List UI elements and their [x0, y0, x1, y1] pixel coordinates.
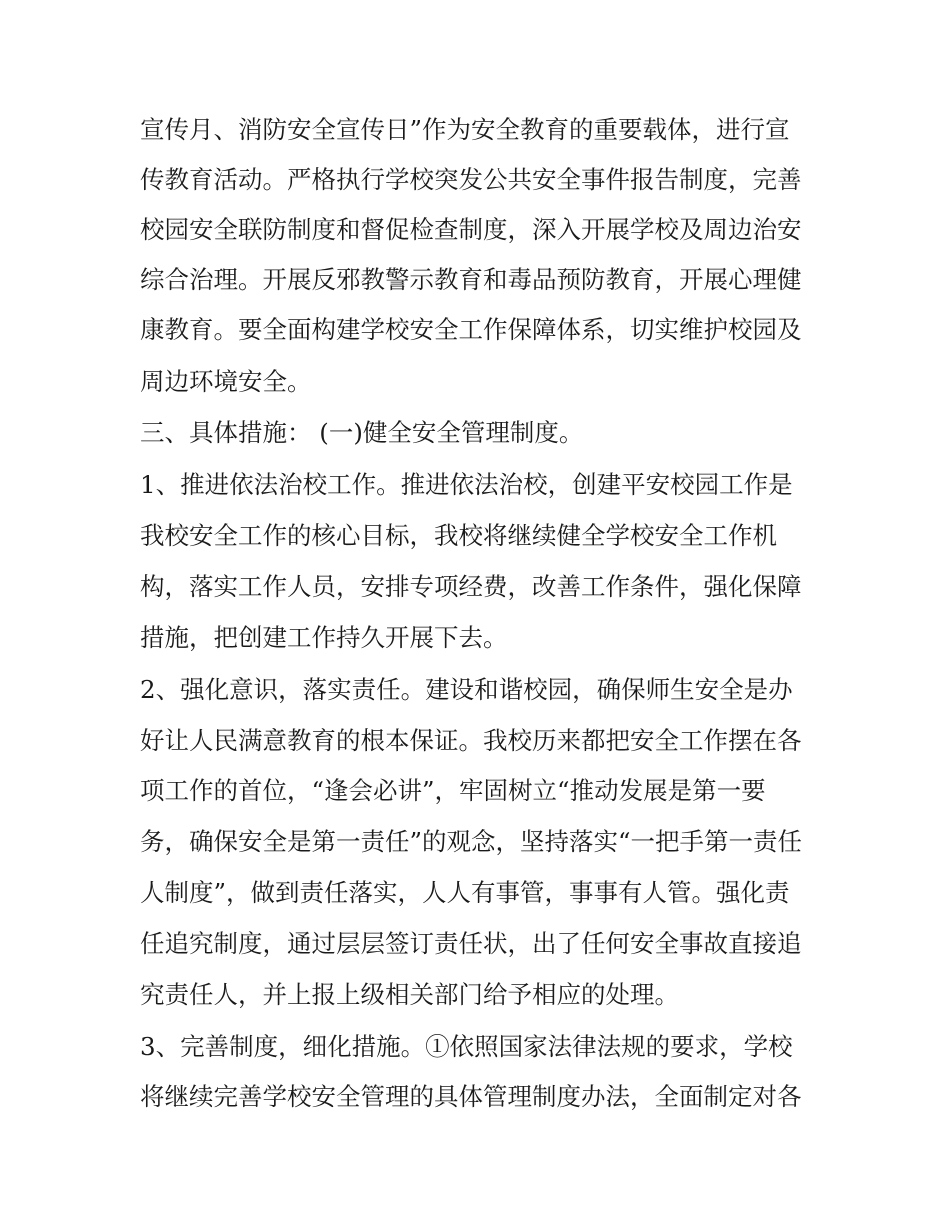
text-line: 将继续完善学校安全管理的具体管理制度办法，全面制定对各: [140, 1082, 802, 1111]
text-line: 究责任人，并上报上级相关部门给予相应的处理。: [140, 980, 679, 1009]
text-line: 项工作的首位，“逢会必讲”，牢固树立“推动发展是第一要: [140, 776, 766, 805]
text-line: 校园安全联防制度和督促检查制度，深入开展学校及周边治安: [140, 215, 802, 244]
text-line: 传教育活动。严格执行学校突发公共安全事件报告制度，完善: [140, 165, 802, 194]
text-line: 我校安全工作的核心目标，我校将继续健全学校安全工作机: [140, 521, 777, 550]
text-line: 措施，把创建工作持久开展下去。: [140, 623, 508, 652]
section-heading: 三、具体措施： (一)健全安全管理制度。: [140, 418, 584, 447]
text-line: 任追究制度，通过层层签订责任状，出了任何安全事故直接追: [140, 929, 802, 958]
text-line: 康教育。要全面构建学校安全工作保障体系，切实维护校园及: [140, 315, 802, 344]
text-line: 综合治理。开展反邪教警示教育和毒品预防教育，开展心理健: [140, 265, 802, 294]
text-line: 宣传月、消防安全宣传日”作为安全教育的重要载体，进行宣: [140, 115, 790, 144]
text-line: 周边环境安全。: [140, 367, 312, 396]
text-line: 好让人民满意教育的根本保证。我校历来都把安全工作摆在各: [140, 726, 802, 755]
text-line: 1、推进依法治校工作。推进依法治校，创建平安校园工作是: [140, 470, 793, 499]
text-line: 3、完善制度，细化措施。①依照国家法律法规的要求，学校: [140, 1032, 793, 1061]
text-line: 人制度”，做到责任落实，人人有事管，事事有人管。强化责: [140, 878, 790, 907]
text-line: 务，确保安全是第一责任”的观念，坚持落实“一把手第一责任: [140, 827, 803, 856]
text-line: 2、强化意识，落实责任。建设和谐校园，确保师生安全是办: [140, 675, 793, 704]
text-line: 构，落实工作人员，安排专项经费，改善工作条件，强化保障: [140, 572, 802, 601]
